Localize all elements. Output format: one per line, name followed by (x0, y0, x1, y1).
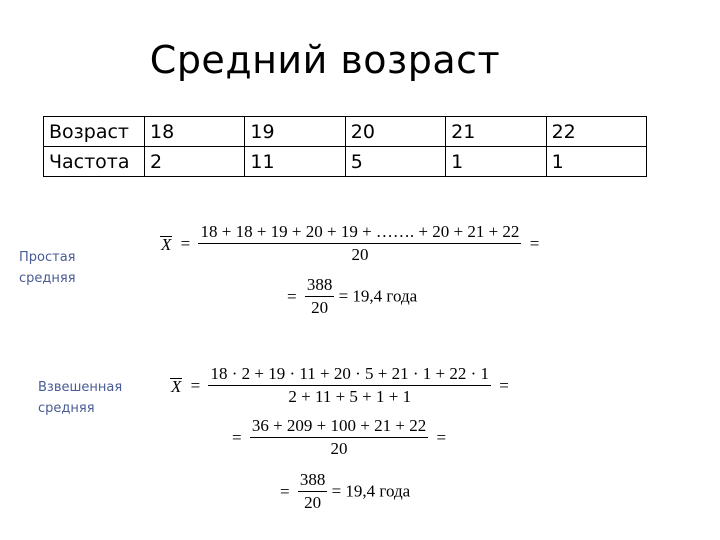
equals-sign: = (287, 286, 297, 306)
mean-symbol: X (161, 234, 172, 254)
row-label-frequency: Частота (44, 147, 145, 177)
table-cell: 1 (446, 147, 546, 177)
table-cell: 1 (546, 147, 646, 177)
equals-sign: = (190, 375, 201, 395)
table-cell: 22 (546, 117, 646, 147)
age-frequency-table (43, 116, 647, 177)
note-line: Простая (19, 250, 76, 265)
note-line: средняя (38, 401, 95, 416)
fraction-numerator: 388 (298, 470, 328, 492)
table-cell: 2 (145, 147, 245, 177)
fraction-numerator: 36 + 209 + 100 + 21 + 22 (250, 416, 428, 438)
fraction-denominator: 2 + 11 + 5 + 1 + 1 (288, 387, 412, 406)
fraction-denominator: 20 (304, 493, 322, 512)
fraction-numerator: 18 · 2 + 19 · 11 + 20 · 5 + 21 · 1 + 22 · 1 (208, 364, 491, 386)
table-cell: 19 (245, 117, 345, 147)
simple-formula-line1 (160, 222, 543, 265)
equals-sign: = (280, 481, 290, 501)
weighted-average-note (38, 377, 122, 419)
equals-sign: = (232, 427, 242, 447)
simple-fraction (198, 222, 521, 265)
row-label-age: Возраст (44, 117, 145, 147)
note-line: средняя (19, 271, 76, 286)
result-fraction (305, 275, 335, 318)
fraction-denominator: 20 (330, 439, 348, 458)
result-value: = 19,4 года (331, 481, 411, 501)
table-cell: 21 (446, 117, 546, 147)
result-value: = 19,4 года (338, 286, 418, 306)
equals-sign: = (180, 233, 191, 253)
weighted-fraction (208, 364, 491, 407)
fraction-numerator: 18 + 18 + 19 + 20 + 19 + ……. + 20 + 21 + 22 (198, 222, 521, 244)
equals-sign: = (499, 375, 509, 395)
simple-formula-result (287, 275, 417, 318)
note-line: Взвешенная (38, 380, 123, 395)
result-fraction (298, 470, 328, 513)
equals-sign: = (436, 427, 447, 447)
table-cell: 18 (145, 117, 245, 147)
slide-title: Средний возраст (149, 38, 501, 82)
weighted-formula-line2 (232, 416, 450, 459)
table-cell: 5 (345, 147, 445, 177)
fraction-numerator: 388 (305, 275, 335, 297)
table-cell: 20 (345, 117, 445, 147)
fraction-denominator: 20 (351, 245, 369, 264)
simple-average-note (19, 247, 76, 289)
weighted-formula-result (280, 470, 410, 513)
weighted-formula-line1 (170, 364, 513, 407)
equals-sign: = (529, 233, 540, 253)
weighted-fraction-step2 (250, 416, 428, 459)
fraction-denominator: 20 (311, 298, 329, 317)
mean-symbol: X (171, 376, 182, 396)
table-row-frequency (44, 147, 647, 177)
table-row-age (44, 117, 647, 147)
table-cell: 11 (245, 147, 345, 177)
